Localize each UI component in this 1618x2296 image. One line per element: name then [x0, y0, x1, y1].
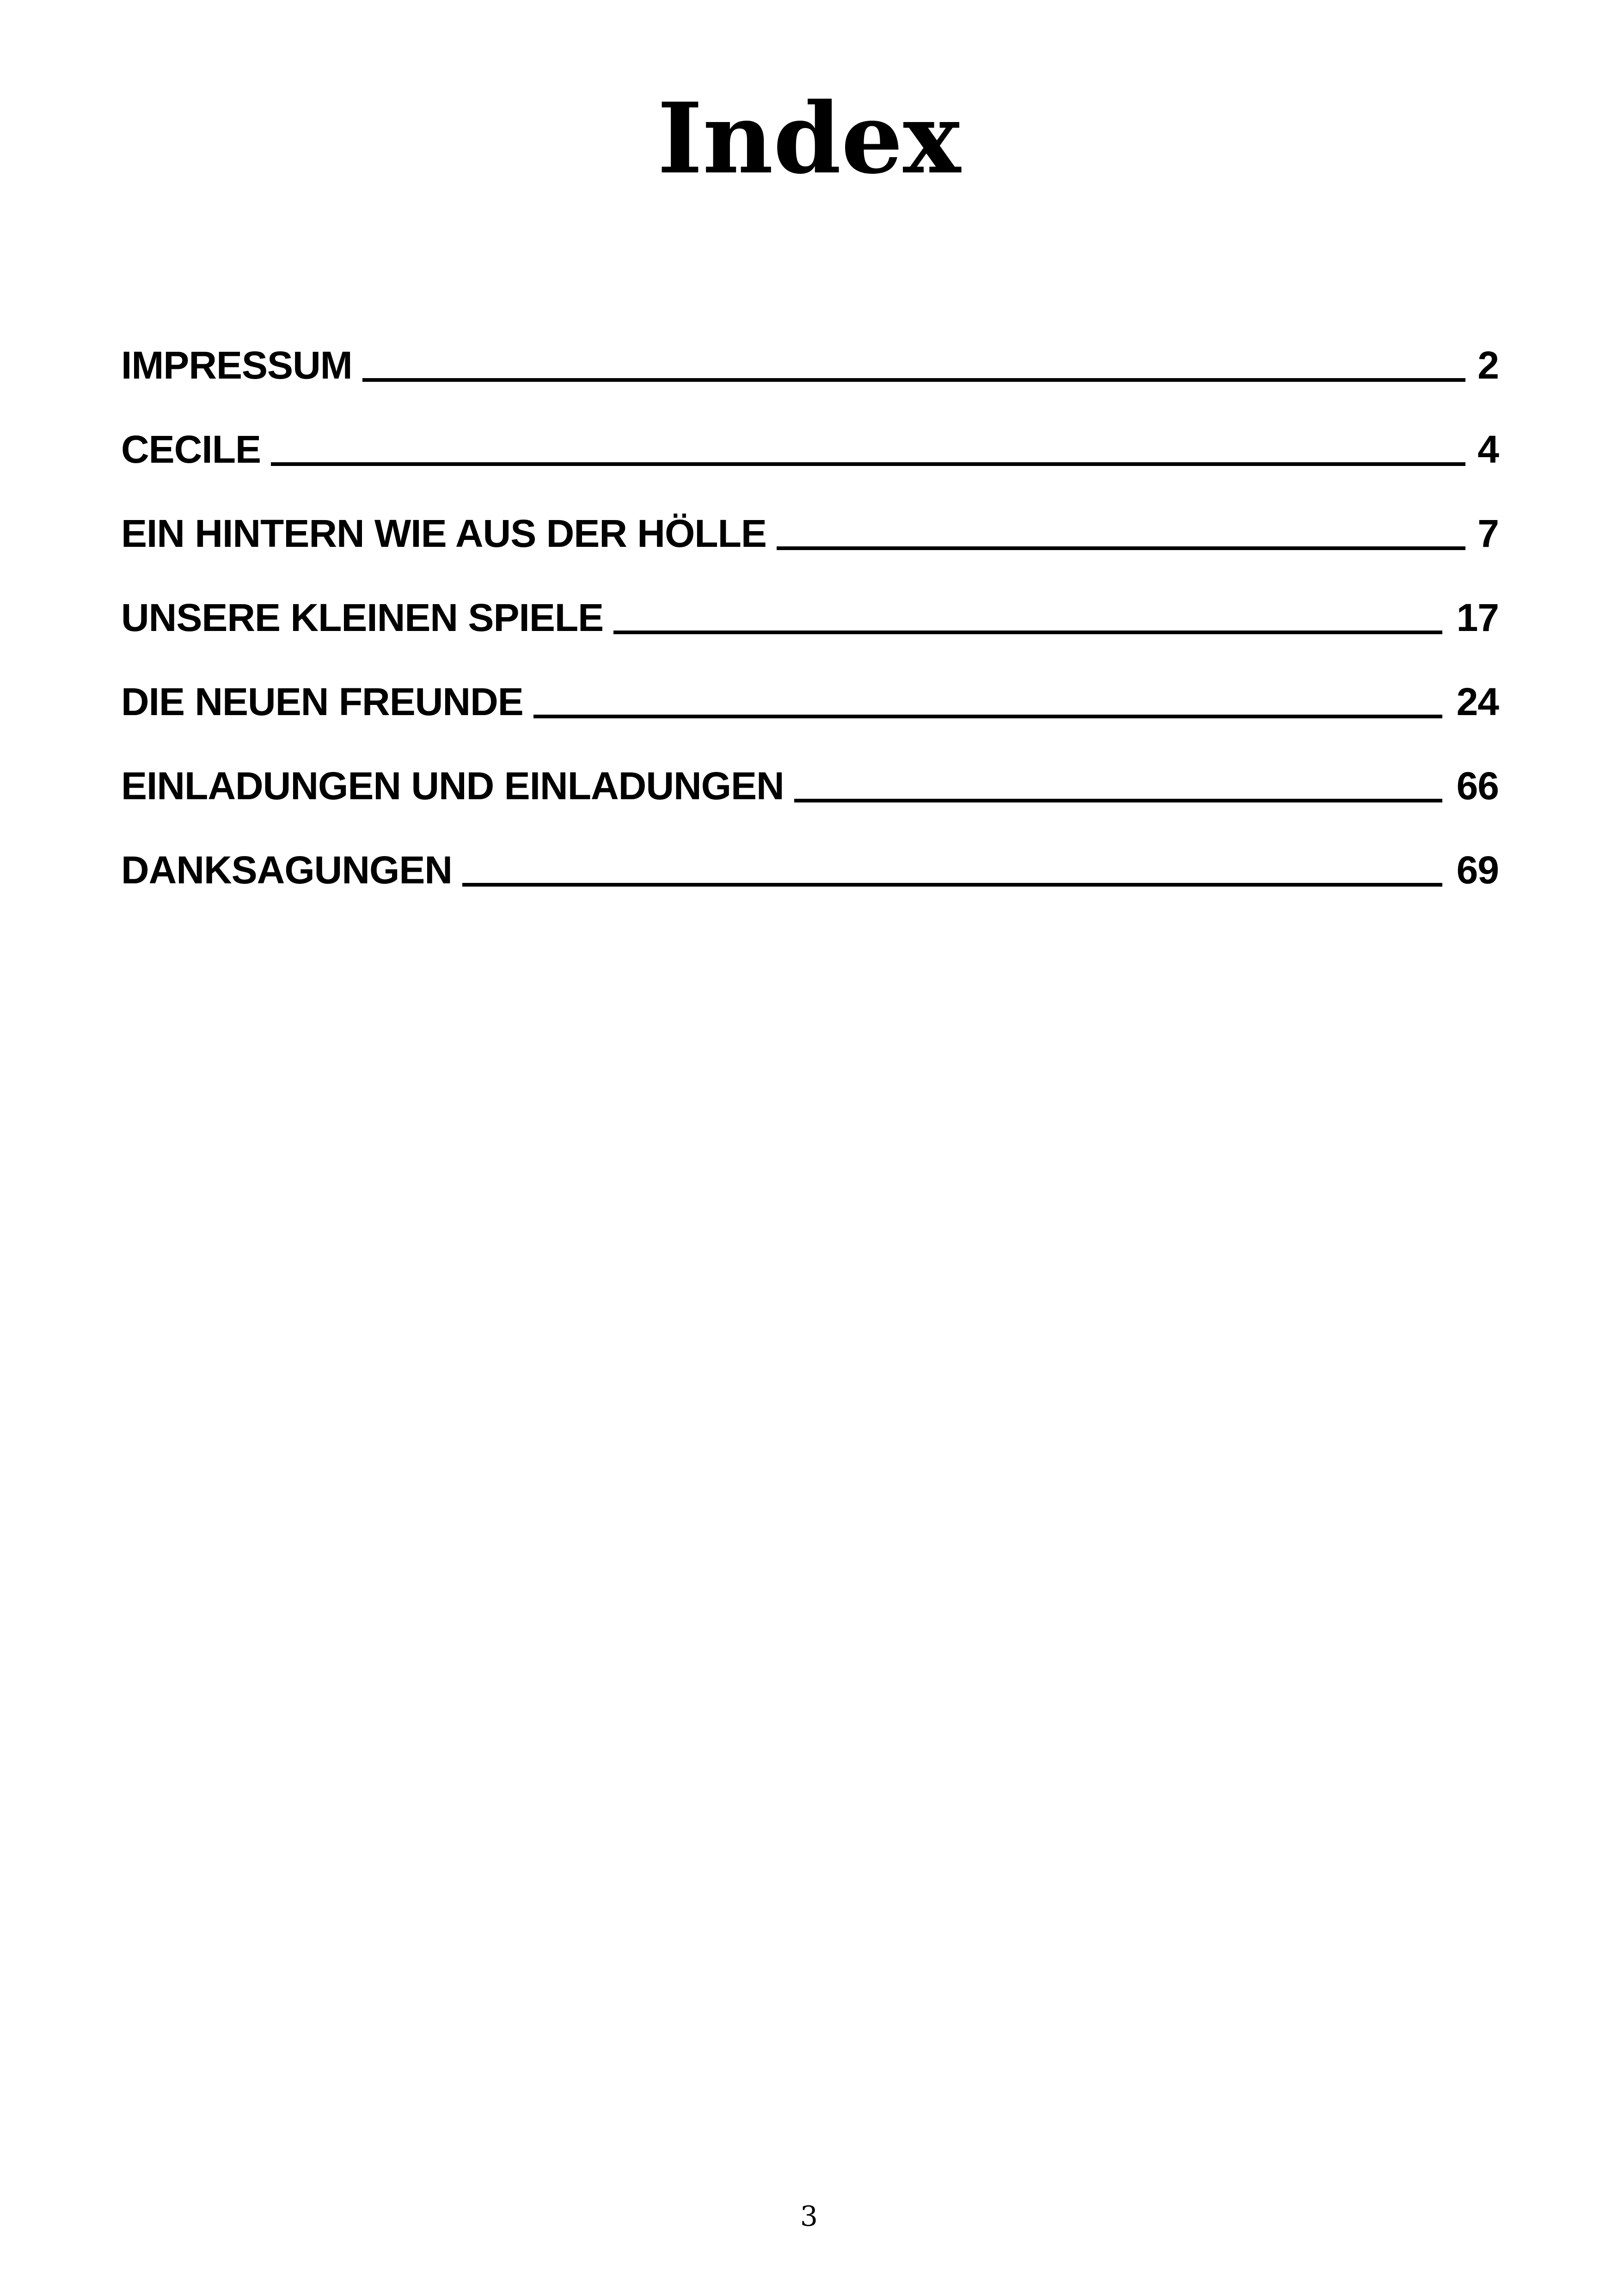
- toc-entry-page: 17: [1456, 596, 1499, 639]
- toc-entry-label: UNSERE KLEINEN SPIELE: [121, 596, 604, 639]
- toc-leader-line: [533, 715, 1442, 718]
- toc-entry-label: EINLADUNGEN UND EINLADUNGEN: [121, 764, 784, 808]
- toc-entry-page: 24: [1456, 680, 1499, 723]
- toc-entry-impressum[interactable]: [121, 333, 1499, 388]
- table-of-contents: [121, 333, 1499, 893]
- toc-entry-die-neuen-freunde[interactable]: [121, 641, 1499, 725]
- toc-leader-line: [777, 546, 1465, 550]
- toc-entry-cecile[interactable]: [121, 388, 1499, 472]
- toc-entry-ein-hintern[interactable]: [121, 472, 1499, 557]
- toc-entry-label: CECILE: [121, 428, 261, 471]
- toc-entry-label: EIN HINTERN WIE AUS DER HÖLLE: [121, 512, 766, 555]
- toc-leader-line: [362, 378, 1465, 382]
- page-number: 3: [800, 2200, 818, 2233]
- toc-entry-unsere-kleinen-spiele[interactable]: [121, 557, 1499, 641]
- toc-entry-danksagungen[interactable]: [121, 809, 1499, 893]
- toc-entry-page: 4: [1477, 428, 1499, 471]
- toc-leader-line: [462, 883, 1442, 887]
- toc-entry-page: 7: [1477, 512, 1499, 555]
- toc-entry-label: DIE NEUEN FREUNDE: [121, 680, 523, 723]
- toc-entry-einladungen[interactable]: [121, 725, 1499, 809]
- page-title: Index: [657, 81, 961, 196]
- toc-entry-page: 66: [1456, 764, 1499, 808]
- toc-leader-line: [271, 462, 1465, 466]
- toc-entry-page: 2: [1477, 343, 1499, 387]
- toc-entry-page: 69: [1456, 848, 1499, 892]
- toc-leader-line: [613, 631, 1442, 634]
- toc-entry-label: DANKSAGUNGEN: [121, 848, 453, 892]
- toc-entry-label: IMPRESSUM: [121, 343, 352, 387]
- toc-leader-line: [794, 799, 1442, 802]
